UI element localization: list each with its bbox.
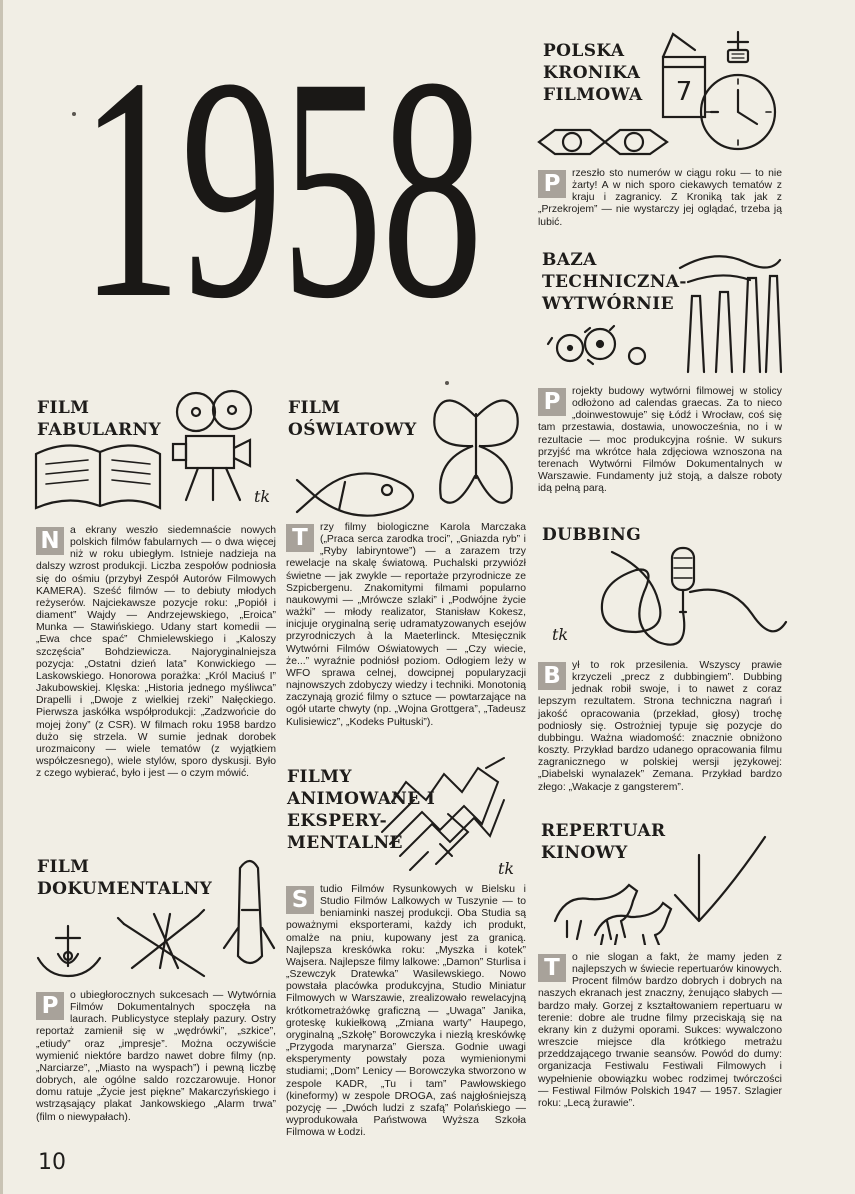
butterfly-icon [434, 400, 517, 502]
body-text: rzeszło sto numerów w ciągu roku — to nie żarty! A w nich sporo ciekawych tematów z kraju i zagranicy. Z Kroniką tak jak z „Przekrojem” — nie wystarczy jej oglądać, trzeba ją lubić. [538, 168, 782, 228]
heading-line: FABULARNY [37, 420, 162, 440]
ink-speck [445, 381, 449, 385]
oswiatowy-text [286, 522, 526, 729]
body-text: rojekty budowy wytwórni filmowej w stolicy odłożono ad calendas graecas. Za to nieco „doinwestowuje” się Łódź i Wrocław, coś się tam przestawia, dostawia, unowocześnia, no i w rezultacie — moc produkcyjna rośnie. W sukurs przyjść ma wkrótce hala zdjęciowa wznoszona na terenach Wytwórni Filmów Dokumentalnych w Warszawie. Fundamenty już stoją, a dalsze roboty idą pełną parą. [538, 386, 782, 495]
body-text: ył to rok przesilenia. Wszyscy prawie krzyczeli „precz z dubbingiem”. Dubbing jednak robił swoje, i to nawet z coraz lepszym rezultatem. Strona techniczna nagrań i jakość opracowania (przekład, głosy) trochę podniosły się. Ostrożniej typuje się pozycje do dubbingu. Ważna wiadomość: znacznie obniżono koszty. Przykład bardzo udanego opracowania filmu zagranicznego w polskiej wersji językowej: „Diabelski wynalazek” Zemana. Przykład bardzo złego: „Wakacje z gangsterem”. [538, 660, 782, 793]
drop-cap: N [36, 527, 64, 555]
calendar-icon [663, 34, 718, 117]
animowane-text [286, 884, 526, 1139]
fabularny-text [36, 525, 276, 780]
heading-line: ANIMOWANE I [287, 789, 436, 809]
abstract-lines-icon [382, 758, 504, 870]
heading-line: OŚWIATOWY [288, 420, 417, 440]
body-text: o ubiegłorocznych sukcesach — Wytwórnia Filmów Dokumentalnych spoczęła na laurach. Publicystyce steplały pazury. Ostry reportaż zamienił się w „wędrówki”, „szkice”, „etiudy” oraz „impresje”. Można oczywiście wymienić niektóre bardzo nawet dobre filmy (np. „Narciarze”, „Miasto na wyspach”) i pewną liczbę dobrych, ale ogólne saldo rozczarowuje. Honor domu ratuje „Życie jest piękne” Makarczyńskiego i wstrząsający plakat Jankowskiego „Alarm trwa” (film o niewypałach). [36, 990, 276, 1123]
drop-cap: B [538, 662, 566, 690]
arrow-icon [675, 837, 765, 921]
newsreel-illustration [535, 30, 780, 160]
drop-cap: T [286, 524, 314, 552]
heading-dubbing: DUBBING [542, 525, 642, 545]
heading-line: FILM [288, 398, 341, 418]
heading-line: POLSKA [543, 41, 625, 61]
artist-signature: tk [552, 625, 569, 644]
heading-line: EKSPERY- [287, 811, 388, 831]
body-text: a ekrany weszło siedemnaście nowych polskich filmów fabularnych — o dwa więcej niż w roku ubiegłym. Istnieje nadzieja na dalszy wzrost produkcji. Liczba zespołów podniosła się do ośmiu (przybył Zespół Autorów Filmowych KAMERA). Sześć filmów — to debiuty młodych reżyserów. Najciekawsze pozycje roku: „Popiół i diament” Wajdy — Andrzejewskiego, „Eroica” Munka — Stawińskiego. Udany start komedii — „Ewa chce spać” Chmielewskiego i „Kaloszy szczęścia” Bohdziewicza. Najoryginalniejsza pozycja: „Ostatni dzień lata” Konwickiego — Laskowskiego. Honorowa porażka: „Król Maciuś I” Jakubowskiej. Klęska: „Historia jednego myśliwca” Drapelli i „Dwoje z wielkiej rzeki” Nałęckiego. Pierwsza jaskółka współprodukcji: „Zadzwońcie do mojej żony” (z CSR). W filmach roku 1958 bardzo dużo się strzela. W sumie jednak dorobek urozmaicony — wiele tematów (z wyjątkiem współczesnego), wiele stylów, sporo dyskusji. Było z czego wybierać, było i jest — o czym mówić. [36, 525, 276, 780]
artist-signature: tk [498, 859, 515, 878]
smoke-icon [680, 256, 780, 282]
feature-film-illustration [28, 388, 278, 518]
body-text: o nie slogan a fakt, że mamy jeden z najlepszych w świecie repertuarów kinowych. Procent filmów bardzo dobrych i dobrych na naszych ekranach jest znaczny, żenująco słabych — bardzo mały. Gorzej z kształtowaniem repertuaru w terenie: dobre ale trudne filmy przeciskają się na ekrany kin z dużymi oporami. Sukces: wywalczono wreszcie miejsce dla krótkiego metrażu przeddzającego trwanie seansów. Powód do dumy: organizacja Festiwalu Festiwali Filmowych i wypełnienie obowiązku wobec rodzimej twórczości — Festiwal Filmów Polskich 1947 — 1957. Szlagier roku: „Lecą żurawie”. [538, 952, 782, 1109]
calendar-digit: 7 [675, 77, 693, 107]
drop-cap: P [538, 170, 566, 198]
microphone-cable [690, 590, 786, 632]
page-number: 10 [38, 1150, 66, 1175]
repertuar-text [538, 952, 782, 1110]
airplane-icon [224, 861, 274, 963]
open-book-icon [36, 445, 160, 508]
ink-speck [72, 112, 76, 116]
heading-line: FILMOWA [543, 85, 643, 105]
eyes-icon [539, 130, 667, 154]
heading-line: FILM [37, 857, 90, 877]
drop-cap: T [538, 954, 566, 982]
educational-film-illustration [285, 386, 530, 518]
documentary-illustration [28, 850, 278, 982]
crossed-skis-icon [118, 910, 204, 976]
factory-illustration [540, 248, 785, 378]
year-title: 1958 [80, 12, 482, 364]
cinema-illustration [545, 825, 785, 945]
body-text: tudio Filmów Rysunkowych w Bielsku i Studio Filmów Lalkowych w Tuszynie — to beniaminki naszej produkcji. Oba Studia są poważnymi eksporterami, każdy ich produkt, omalże na pniu, kupowany jest za granicą. Najlepsza kreskówka roku: „Myszka i kotek” Wajsera. Najlepsze filmy lalkowe: „Damon” Sturlisa i „Szewczyk Dratewka” Wasilewskiego. Nowo powstała placówka produkcyjna, Studio Miniatur Filmowych w Warszawie, zrealizowało rewelacyjną krótkometrażówkę graficzną — „Uwaga” Janika, groteskę kukiełkową „Zmiana warty” Haupego, oryginalną „Szkołę” Borowczyka i niezłą kreskówkę „Przygoda marynarza” Giersza. Godnie uwagi eksperymenty powstały poza wymienionymi studiami; „Dom” Lenicy — Borowczyka stworzono w zespole KADR, „Tu i tam” Pawłowskiego (kineformy) w zespole DROGA, zaś najgłośniejszą pozycję — „Dwóch ludzi z szafą” Polańskiego — wyprodukowała Państwowa Wyższa Szkoła Filmowa w Łodzi. [286, 884, 526, 1139]
drop-cap: S [286, 886, 314, 914]
heading-line: WYTWÓRNIE [542, 294, 674, 314]
stopwatch-icon [701, 32, 775, 149]
kronika-text [538, 168, 782, 229]
chimneys-icon [688, 276, 781, 372]
microphone-icon [672, 548, 694, 612]
dokumentalny-text [36, 990, 276, 1124]
ship-icon [38, 926, 100, 976]
heading-line: FILMY [287, 767, 352, 787]
page-edge-shadow [0, 0, 3, 1194]
dubbing-text [538, 660, 782, 794]
heading-line: DOKUMENTALNY [37, 879, 213, 899]
dubbing-illustration [540, 530, 790, 658]
heading-line: KRONIKA [543, 63, 641, 83]
horses-icon [555, 885, 671, 945]
animation-illustration [370, 752, 530, 880]
body-text: rzy filmy biologiczne Karola Marczaka („Praca serca zarodka troci”, „Gniazda ryb” i „Ryby labiryntowe”) — a zarazem trzy rewelacje na skalę światową. Puchalski przywiózł świetne — jak zwykle — reportaże przyrodnicze ze Szpicbergenu. Znakomitymi filmami popularno naukowymi — „Mrówcze szlaki” i „Podwójne życie ważki” — młody realizator, Stanisław Kokesz, inicjuje oryginalną serię udramatyzowanych esejów przyrodniczych à la Maeterlinck. Mtesięcznik Wytwórni Filmów Oświatowych — „Czy wiecie, że...” wyraźnie podniósł poziom. Odłogiem leży w WFO sprawa celnej, dowcipnej popularyzacji najnowszych zdobyczy wiedzy i techniki. Monotonią zaczynają grozić filmy o sztuce — powtarzające na ogół utarte chwyty (np. „Wojna Grottgera”, „Tadeusz Kulisiewicz”, „Kodeks Pułtuski”). [286, 522, 526, 728]
heading-line: REPERTUAR [541, 821, 666, 841]
projector-reels-icon [173, 391, 251, 500]
heading-line: KINOWY [541, 843, 628, 863]
drop-cap: P [36, 992, 64, 1020]
heading-line: FILM [37, 398, 90, 418]
heading-line: BAZA [542, 250, 597, 270]
baza-text [538, 386, 782, 495]
fish-icon [297, 473, 413, 515]
heading-line: MENTALNE [287, 833, 403, 853]
artist-signature: tk [254, 487, 271, 506]
drop-cap: P [538, 388, 566, 416]
heading-line: TECHNICZNA- [542, 272, 687, 292]
gears-icon [548, 326, 645, 364]
